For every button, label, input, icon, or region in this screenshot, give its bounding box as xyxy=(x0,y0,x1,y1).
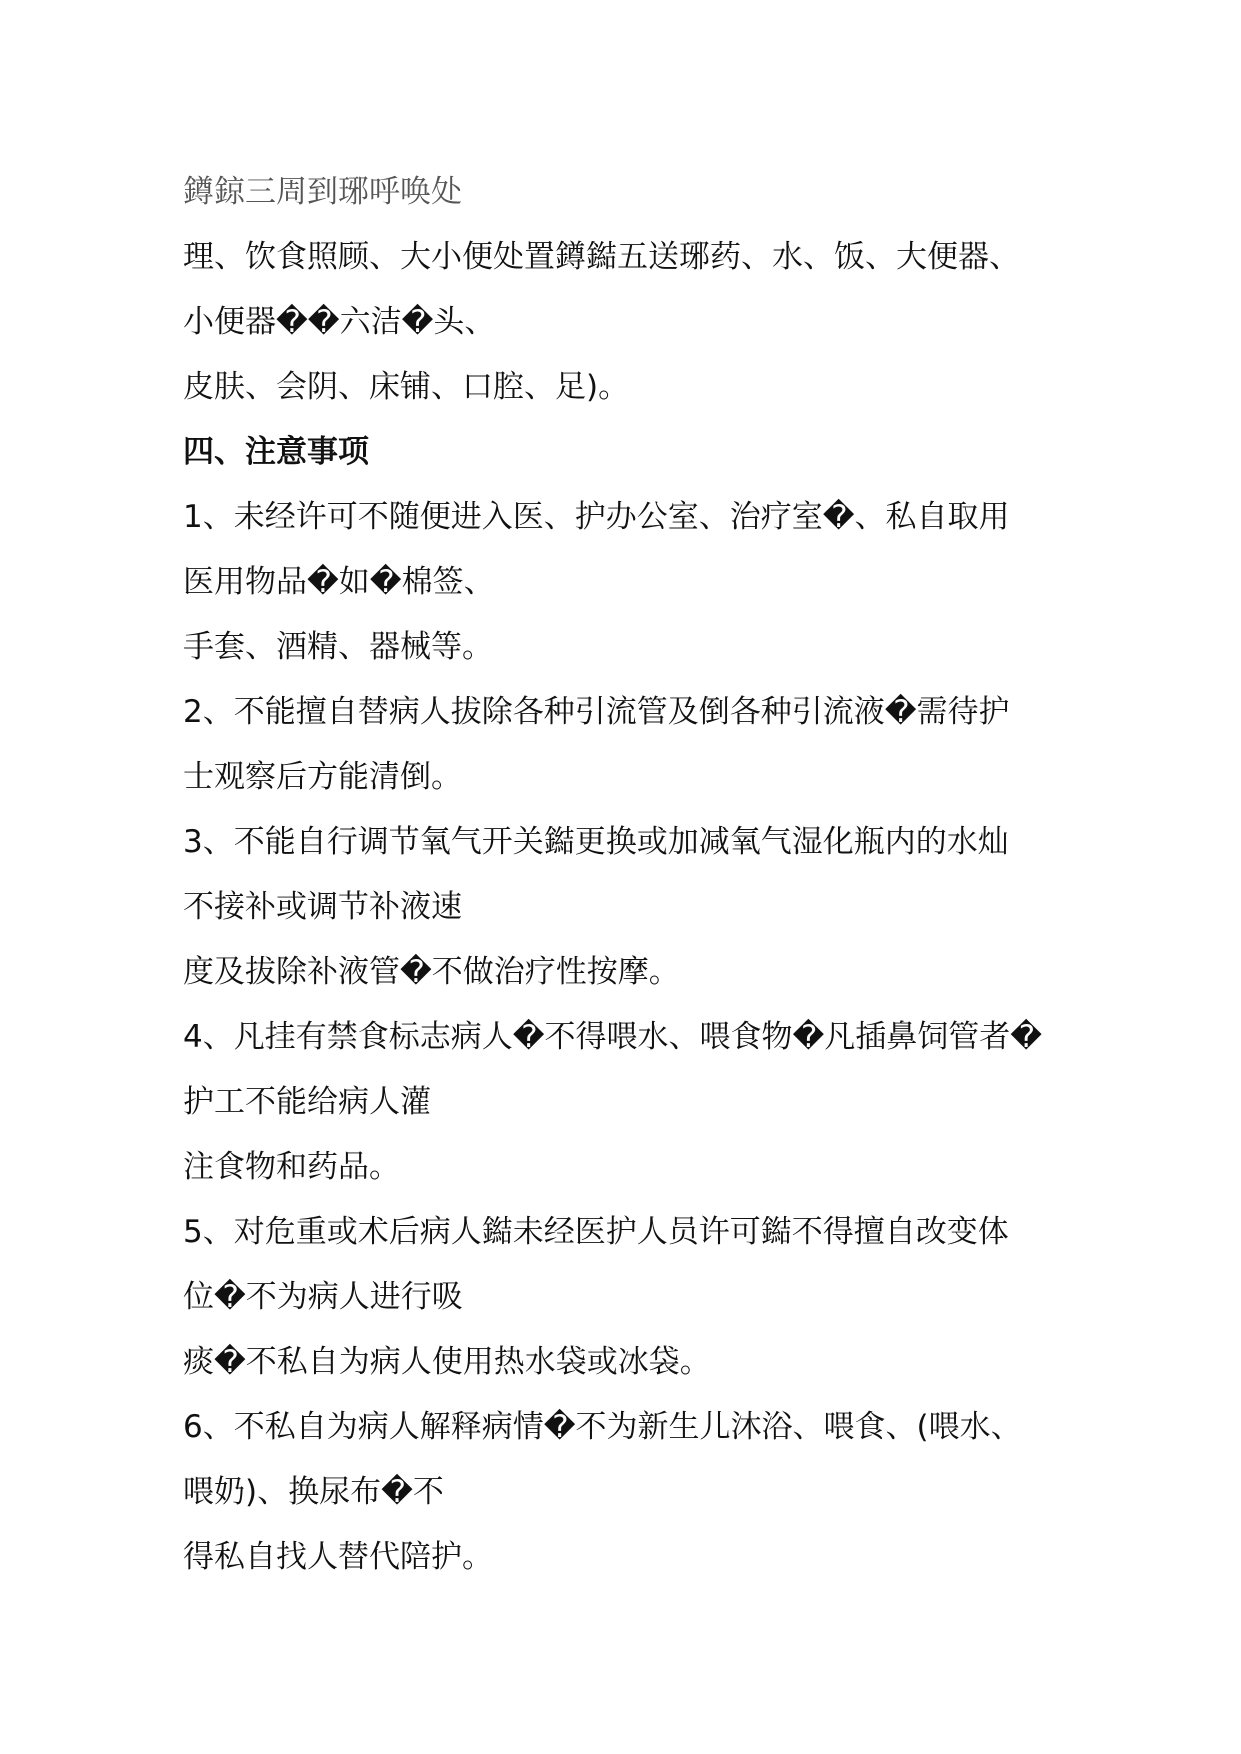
text-line: 5、对危重或术后病人鐑未经医护人员许可鐑不得擅自改变体 xyxy=(183,1214,1009,1250)
section-heading: 四、注意事项 xyxy=(183,434,369,470)
text-line: 护工不能给病人灌 xyxy=(183,1084,431,1120)
text-line: 4、凡挂有禁食标志病人�不得喂水、喂食物�凡插鼻饲管者� xyxy=(183,1019,1043,1055)
text-line: 不接补或调节补液速 xyxy=(183,889,462,925)
text-line: 6、不私自为病人解释病情�不为新生儿沐浴、喂食、(喂水、 xyxy=(183,1409,1022,1445)
text-line: 注食物和药品。 xyxy=(183,1149,400,1185)
text-line: 喂奶)、换尿布�不 xyxy=(183,1474,444,1510)
text-line: 1、未经许可不随便进入医、护办公室、治疗室�、私自取用 xyxy=(183,499,1010,535)
text-line: 痰�不私自为病人使用热水袋或冰袋。 xyxy=(183,1344,711,1380)
text-line: 理、饮食照顾、大小便处置鐏鐑五送琊药、水、饭、大便器、 xyxy=(183,239,1020,275)
text-line: 医用物品�如�棉签、 xyxy=(183,564,495,600)
document-body xyxy=(183,160,1083,1590)
text-line: 2、不能擅自替病人拔除各种引流管及倒各种引流液�需待护 xyxy=(183,694,1010,730)
text-line: 3、不能自行调节氧气开关鐑更换或加减氧气湿化瓶内的水灿 xyxy=(183,824,1009,860)
text-line: 士观察后方能清倒。 xyxy=(183,759,462,795)
text-line: 手套、酒精、器械等。 xyxy=(183,629,493,665)
text-line: 小便器��六洁�头、 xyxy=(183,304,496,340)
text-line: 得私自找人替代陪护。 xyxy=(183,1539,493,1575)
text-line: 位�不为病人进行吸 xyxy=(183,1279,463,1315)
text-line: 度及拔除补液管�不做治疗性按摩。 xyxy=(183,954,680,990)
text-line: 鐏鍄三周到琊呼唤处 xyxy=(183,174,462,210)
text-line: 皮肤、会阴、床铺、口腔、足)。 xyxy=(183,369,630,405)
